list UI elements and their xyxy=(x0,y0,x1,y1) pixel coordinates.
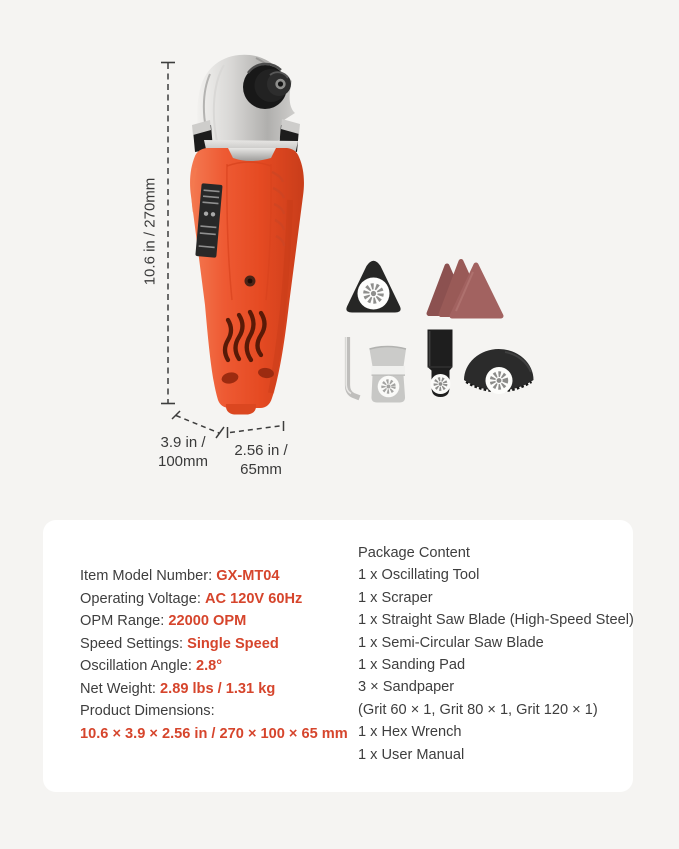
package-item: 1 x Scraper xyxy=(358,589,433,606)
width-dimension-line1: 2.56 in / xyxy=(234,442,288,459)
spec-row: Product Dimensions: xyxy=(80,703,215,719)
hex-wrench-illustration xyxy=(346,337,359,398)
straight-saw-blade-illustration xyxy=(428,330,453,398)
package-item: 1 x Semi-Circular Saw Blade xyxy=(358,634,544,651)
spec-row-product-dimensions-value: 10.6 × 3.9 × 2.56 in / 270 × 100 × 65 mm xyxy=(80,725,348,742)
oscillating-tool-photo xyxy=(190,55,304,415)
scraper-illustration xyxy=(370,346,407,402)
package-content-list xyxy=(358,542,634,766)
package-item: (Grit 60 × 1, Grit 80 × 1, Grit 120 × 1) xyxy=(358,701,598,718)
sandpaper-illustration xyxy=(429,262,501,317)
spec-row: Speed Settings: Single Speed xyxy=(80,635,279,652)
package-item: 1 x Sanding Pad xyxy=(358,657,466,674)
package-item: 1 x User Manual xyxy=(358,746,465,763)
package-item: 1 x Straight Saw Blade (High-Speed Steel) xyxy=(358,612,634,629)
width-dimension-line2: 65mm xyxy=(240,460,282,478)
spec-row: Oscillation Angle: 2.8° xyxy=(80,658,223,674)
spec-panel xyxy=(43,520,633,792)
width-dimension-label xyxy=(219,442,303,479)
semi-circular-saw-blade-illustration xyxy=(464,349,534,394)
spec-row: Item Model Number: GX-MT04 xyxy=(80,568,280,584)
height-dimension-line xyxy=(161,63,175,404)
spec-row: OPM Range: 22000 OPM xyxy=(80,613,247,629)
package-item: 3 × Sandpaper xyxy=(358,679,455,696)
depth-dimension-label xyxy=(141,434,225,471)
specifications-list xyxy=(80,565,365,745)
depth-dimension-line2: 100mm xyxy=(157,452,209,470)
sanding-pad-illustration xyxy=(346,261,400,313)
width-dimension-line xyxy=(228,421,284,438)
package-content-title: Package Content xyxy=(358,545,470,561)
package-item: 1 x Oscillating Tool xyxy=(358,567,480,584)
height-dimension-label: 10.6 in / 270mm xyxy=(141,177,159,286)
spec-row: Operating Voltage: AC 120V 60Hz xyxy=(80,590,303,607)
depth-dimension-line1: 3.9 in / xyxy=(160,434,206,451)
package-item: 1 x Hex Wrench xyxy=(358,724,462,741)
spec-row: Net Weight: 2.89 lbs / 1.31 kg xyxy=(80,680,276,697)
